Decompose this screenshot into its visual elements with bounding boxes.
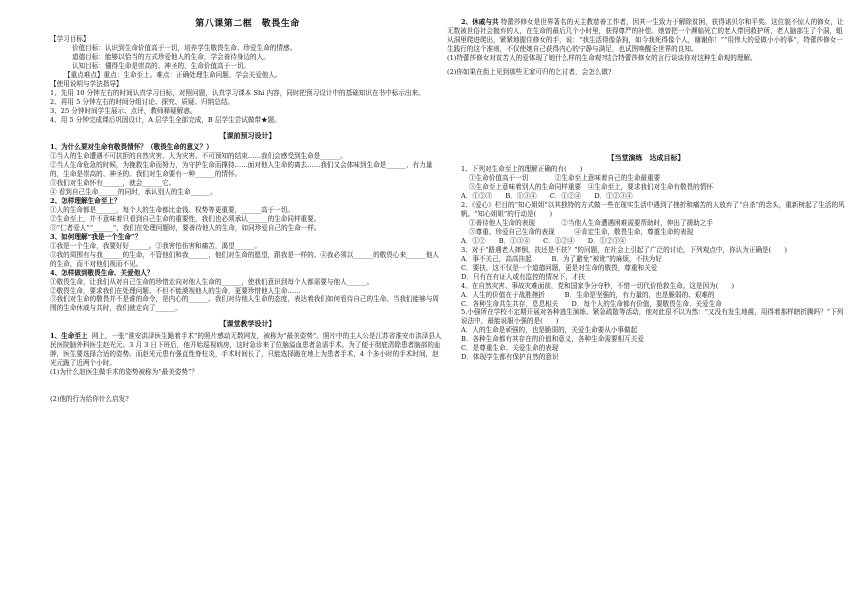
drill-item: ③尊重、珍爱自己生命的表现 ④肯定生命，敬畏生命，尊重生命的表现 <box>469 227 694 236</box>
preview-item: 3、如何理解“我是一个生命”？ <box>50 232 142 241</box>
goal-line: 认知目标：懂得生命是崇高的、神圣的，生命价值高于一切。 <box>72 62 251 71</box>
preview-item: ②敬畏生命，要求我们在处理问题、不但不能漠视他人的生命，更要珍惜他人生命…… <box>50 286 301 295</box>
right-column <box>447 18 845 362</box>
drill-item: C．各种生命共生共存，息息相关 D．每个人的生命都有价值，要敬畏生命、关爱生命 <box>461 299 722 308</box>
drill-item: ③生命至上意味着别人的生命同样重要 ④生命至上，要求我们对生命有敬畏的情怀 <box>469 183 713 192</box>
preview-item: ③“仁者爱人”“______”，我们在处理问题时，要善待他人的生命，如同珍爱自己的生命一样。 <box>50 223 321 232</box>
usage-line: 2、再用 5 分钟左右的时间分组讨论、探究、质疑、归纳总结。 <box>50 97 235 106</box>
class-question-1: (1)为什么赵医生做手术的姿势被称为“最美姿势”？ <box>50 367 198 376</box>
drill-item: A．事不关己，高高挂起 B．为了避免“被讹”的麻烦，不扶为好 <box>461 254 662 263</box>
preview-item: 4、怎样做到敬畏生命、关爱他人？ <box>50 268 154 277</box>
preview-item: ③我们对生命怀有______，就会______它。 <box>50 179 176 188</box>
goals-header: 【学习目标】 <box>50 35 90 44</box>
drill-item: D．体现学生都有保护自然的意识 <box>461 353 559 362</box>
drill-item: C．是尊重生命、关爱生命的表现 <box>461 344 559 353</box>
preview-item: ②生命至上，并不意味着只看到自己生命的重要性，我们也必须承认______的生命同样重要。 <box>50 214 321 223</box>
preview-item: ③我们对生命的敬畏并不是谁的命令，是内心的______。我们对待他人生命的态度，表达着我们如何看待自己的生命。当我们能够与周围的生命休戚与共时，我们就走向了______。 <box>50 295 440 313</box>
preview-item: ①我是一个生命，我要好好______。②我害怕伤害和痛苦，渴望______。 <box>50 241 261 250</box>
class-question-2: (2)他的行为给你什么启发? <box>50 394 129 403</box>
class-para1: 网上，一张“淮安洪泽医生跪着手术”的照片感动无数网友，被称为“最美姿势”。照片中的主人公是江苏省淮安市洪泽县人民医院脑外科医生赵光元。3 月 3 日下班后，他开始巡视病房，这时急诊来了位脑溢血患者急需手术。为了便于彻底清除患者脑部的血肿，医生要选择合适的姿势。而赵光元患有强直性脊柱炎，手术时间长了，只能选择跪在地上为患者手术，4 个多小时的手术时间，赵光元跪了近两个小时。 <box>50 331 442 367</box>
usage-line: 4、用 5 分钟完成课后巩固设计，A 层学生全部完成，B 层学生尝试做带★题。 <box>50 115 281 124</box>
class-para1-title: 1、生命至上 <box>50 331 88 340</box>
goal-line: 道德目标：能够以恰当的方式珍爱他人的生命，学会善待身边的人。 <box>72 53 270 62</box>
usage-header: 【使用说明与学法指导】 <box>50 80 123 88</box>
drill-item: 1、下列对生命至上的理解正确的有( ) <box>461 165 583 174</box>
preview-section-title: 【课前预习设计】 <box>219 130 276 140</box>
preview-item: 2、怎样理解生命至上？ <box>50 197 121 205</box>
class-section-title: 【课堂教学设计】 <box>219 319 276 329</box>
preview-item: ①人的生命都是______，每个人的生命都比金钱、权势等更重要，______高于一切。 <box>50 205 294 214</box>
drill-item: B．各种生命都有其存在的价值和意义，各种生命需要相互关爱 <box>461 335 644 344</box>
preview-item: ①敬畏生命，让我们从对自己生命的珍惜走向对他人生命的______，使我们意识到每个人都需要与他人______。 <box>50 277 374 286</box>
preview-item: ②当人生命危急的时候，为挽救生命而努力，为守护生命而撑持……面对他人生命的离去……我们又会体味到生命是______、有力量的，生命是崇高的、神圣的。我们对生命要有一种______的情怀。 <box>50 161 433 179</box>
usage-line: 3、25 分钟时间学生展示、点评，教师释疑解惑。 <box>50 106 197 115</box>
drill-item: 5.小强所在学校不定期开展对各种逃生演练、紧急疏散等活动，他对此很不以为然：“又没有发生地震，用得着那样瞎折腾吗？”下列说法中，最能说服小强的是( ) <box>461 308 844 326</box>
drill-item: A．①②③ B．①③④ C．①②④ D．①②③④ <box>461 192 633 201</box>
goal-line: 价值目标：认识到生命价值高于一切，培养学生敬畏生命、珍爱生命的情感。 <box>72 44 297 53</box>
right-para2: 特蕾莎修女是世界著名的天主教慈善工作者，因其一生致力于解除贫困，获得诺贝尔和平奖。这位貌不惊人的修女，让无数被世俗社会抛弃的人，在生命的最后几个小时里，获得尊严的补偿。她曾把一个濒临死亡的老人带回救护所，老人脑部生了个洞，蛆从洞里爬进爬出，紧紧地握住修女的手，说：“我生活得像条狗，如今我死得像个人，谢谢你！”“用伟大的爱做小小的事”，特蕾莎修女一生践行的这个准则，不仅使她自己获得内心的宁静与满足，也试图唤醒全世界的良知。 <box>447 18 844 53</box>
drill-item: 2、《爱心》栏目的“知心姐姐”以其独特的方式做一些在现实生活中遇到了挫折和痛苦的人放弃了“自杀”的念头，重新树起了生活的风帆。“知心姐姐”的行动是( ) <box>461 201 845 218</box>
right-question-1: (1)特蕾莎修女对贫苦人的爱体现了她什么样的生命观?结合特蕾莎修女的言行谈谈你对这种生命观的理解。 <box>447 53 757 62</box>
usage-line: 1、先用 10 分钟左右的时间认真学习目标，对照问题，认真学习课本 Shi 内容，同时把预习设计中的基础知识在书中标示出来。 <box>50 88 425 97</box>
drill-item: D．只有在有证人或有监控的情况下，才扶 <box>461 272 585 281</box>
key-points: 【重点难点】重点：生命至上。难点：正确处理生命问题，学会关爱他人。 <box>64 71 282 80</box>
preview-item: ④ 看到自己生命______的同时，承认别人的生命______。 <box>50 188 217 197</box>
drill-item: ①生命价值高于一切 ②生命至上意味着自己的生命最重要 <box>469 174 661 183</box>
page-title: 第八课第二框 敬畏生命 <box>195 19 300 29</box>
drill-section-title: 【当堂演练 达成目标】 <box>607 152 685 162</box>
preview-item: 1、为什么要对生命有敬畏情怀？（敬畏生命的意义？） <box>50 143 213 152</box>
drill-item: A．①② B．①③④ C．①②④ D．①②③④ <box>461 236 627 245</box>
preview-item: ①当人的生命遭遇不可抗拒的自然灾害、人为灾害、不可预知的结束……我们会感受到生命是______。 <box>50 152 347 161</box>
preview-item: ③我的周围有与我______的生命，不管他们和我______，他们对生命的愿望，跟我是一样的。④我必须以______的敬畏心来______他人的生命，而不对他们视而不见。 <box>50 250 440 268</box>
drill-item: 4、在自然灾害、事故灾难面前，党和国家争分夺秒，不惜一切代价抢救生命。这是因为( ) <box>461 281 735 290</box>
drill-item: 3、对于“路遇老人摔倒，扶还是不扶？”的问题，在社会上引起了广泛的讨论，下列观点中，你认为正确是( ) <box>461 245 787 254</box>
drill-item: A．人生的价值在于战胜挫折 B．生命是坚强的，有力量的，也是脆弱的、艰难的 <box>461 290 715 299</box>
drill-item: C．要扶，这不仅是一个道德问题，更是对生命的敬畏，尊重和关爱 <box>461 263 658 272</box>
left-column <box>50 18 445 404</box>
drill-item: A．人的生命是顽强的，也是脆弱的，关爱生命要从小事做起 <box>461 326 638 335</box>
drill-item: ①善待他人生命的表现 ②当他人生命遭遇困难需要帮助时，伸出了援助之手 <box>469 218 713 227</box>
right-question-2: (2)你如果在街上见到那些无家可归的乞讨者，会怎么做? <box>447 67 612 76</box>
right-para2-title: 2、休戚与共 <box>461 18 499 26</box>
